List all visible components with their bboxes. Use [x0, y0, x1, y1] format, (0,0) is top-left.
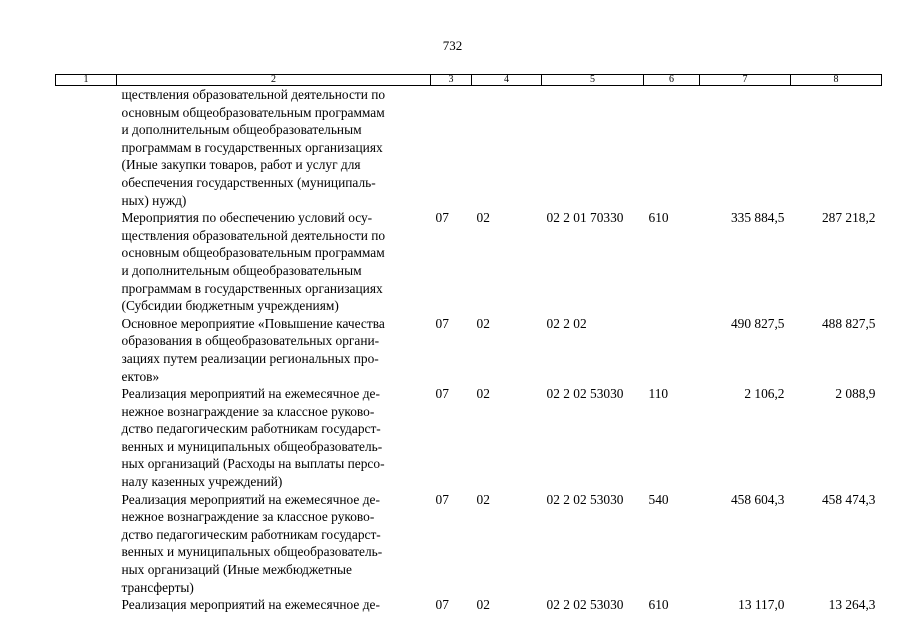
amount-col7 — [700, 86, 791, 210]
target-article-code: 02 2 02 53030 — [546, 386, 624, 402]
amount-col8: 287 218,2 — [821, 210, 876, 226]
expense-name: Реализация мероприятий на ежемесячное де- нежное вознаграждение за классное руково- дство педагогическим работникам государст- венных и муниципальных общеобразователь- ных организаций (Иные межбюджетные трансферты) — [121, 491, 383, 595]
amount-col7: 2 106,2 — [744, 386, 785, 402]
section-code: 07 — [435, 491, 449, 507]
expense-type-code: 110 — [648, 386, 669, 402]
expense-name: Реализация мероприятий на ежемесячное де- — [121, 597, 380, 613]
amount-col8: 488 827,5 — [821, 315, 876, 331]
column-header-7: 7 — [700, 75, 791, 86]
amount-col7: 458 604,3 — [730, 491, 785, 507]
table-row — [56, 86, 882, 210]
page-number: 732 — [442, 38, 463, 53]
target-article-code: 02 2 02 53030 — [546, 491, 624, 507]
subsection-code: 02 — [476, 386, 490, 402]
table-row — [56, 491, 882, 597]
row-index-cell — [56, 86, 117, 210]
column-header-1: 1 — [56, 75, 117, 86]
expense-name: ществления образовательной деятельности по основным общеобразовательным программам и дополнительным общеобразовательным программам в государственных организациях (Иные закупки товаров, работ и услуг для обеспечения государственных (муниципаль- ных) нужд) — [121, 87, 386, 208]
subsection-code: 02 — [476, 210, 490, 226]
target-article-code: 02 2 01 70330 — [546, 210, 624, 226]
row-index-cell — [56, 209, 117, 315]
budget-table — [55, 74, 882, 614]
column-header-5: 5 — [542, 75, 644, 86]
subsection-code: 02 — [476, 491, 490, 507]
row-index-cell — [56, 596, 117, 614]
subsection-code — [472, 86, 542, 210]
expense-type-code: 540 — [648, 491, 669, 507]
target-article-code: 02 2 02 — [546, 315, 587, 331]
section-code — [431, 86, 472, 210]
expense-type-code: 610 — [648, 597, 669, 613]
amount-col8: 2 088,9 — [835, 386, 876, 402]
table-row — [56, 385, 882, 491]
subsection-code: 02 — [476, 597, 490, 613]
subsection-code: 02 — [476, 315, 490, 331]
section-code: 07 — [435, 597, 449, 613]
table-row — [56, 596, 882, 614]
expense-type-code — [644, 86, 700, 210]
row-index-cell — [56, 315, 117, 385]
amount-col7: 490 827,5 — [730, 315, 785, 331]
table-row — [56, 209, 882, 315]
expense-type-code: 610 — [648, 210, 669, 226]
target-article-code — [542, 86, 644, 210]
amount-col8: 458 474,3 — [821, 491, 876, 507]
expense-name: Мероприятия по обеспечению условий осу- ществления образовательной деятельности по основным общеобразовательным программам и дополнительным общеобразовательным программам в государственных организациях (Субсидии бюджетным учреждениям) — [121, 210, 386, 314]
table-header — [56, 75, 882, 86]
row-index-cell — [56, 385, 117, 491]
section-code: 07 — [435, 315, 449, 331]
row-index-cell — [56, 491, 117, 597]
column-header-4: 4 — [472, 75, 542, 86]
target-article-code: 02 2 02 53030 — [546, 597, 624, 613]
amount-col8: 13 264,3 — [828, 597, 876, 613]
column-header-3: 3 — [431, 75, 472, 86]
amount-col7: 335 884,5 — [730, 210, 785, 226]
header-row — [56, 75, 882, 86]
column-header-8: 8 — [791, 75, 882, 86]
expense-name: Реализация мероприятий на ежемесячное де- нежное вознаграждение за классное руково- дство педагогическим работникам государст- венных и муниципальных общеобразователь- ных организаций (Расходы на выплаты персо- налу казенных учреждений) — [121, 386, 385, 490]
table-row — [56, 315, 882, 385]
amount-col8 — [791, 86, 882, 210]
section-code: 07 — [435, 386, 449, 402]
table-body — [56, 86, 882, 614]
expense-name: Основное мероприятие «Повышение качества образования в общеобразовательных органи- зациях путем реализации региональных про- ектов» — [121, 315, 385, 384]
expense-type-code — [644, 315, 700, 385]
section-code: 07 — [435, 210, 449, 226]
column-header-6: 6 — [644, 75, 700, 86]
amount-col7: 13 117,0 — [738, 597, 785, 613]
column-header-2: 2 — [117, 75, 431, 86]
